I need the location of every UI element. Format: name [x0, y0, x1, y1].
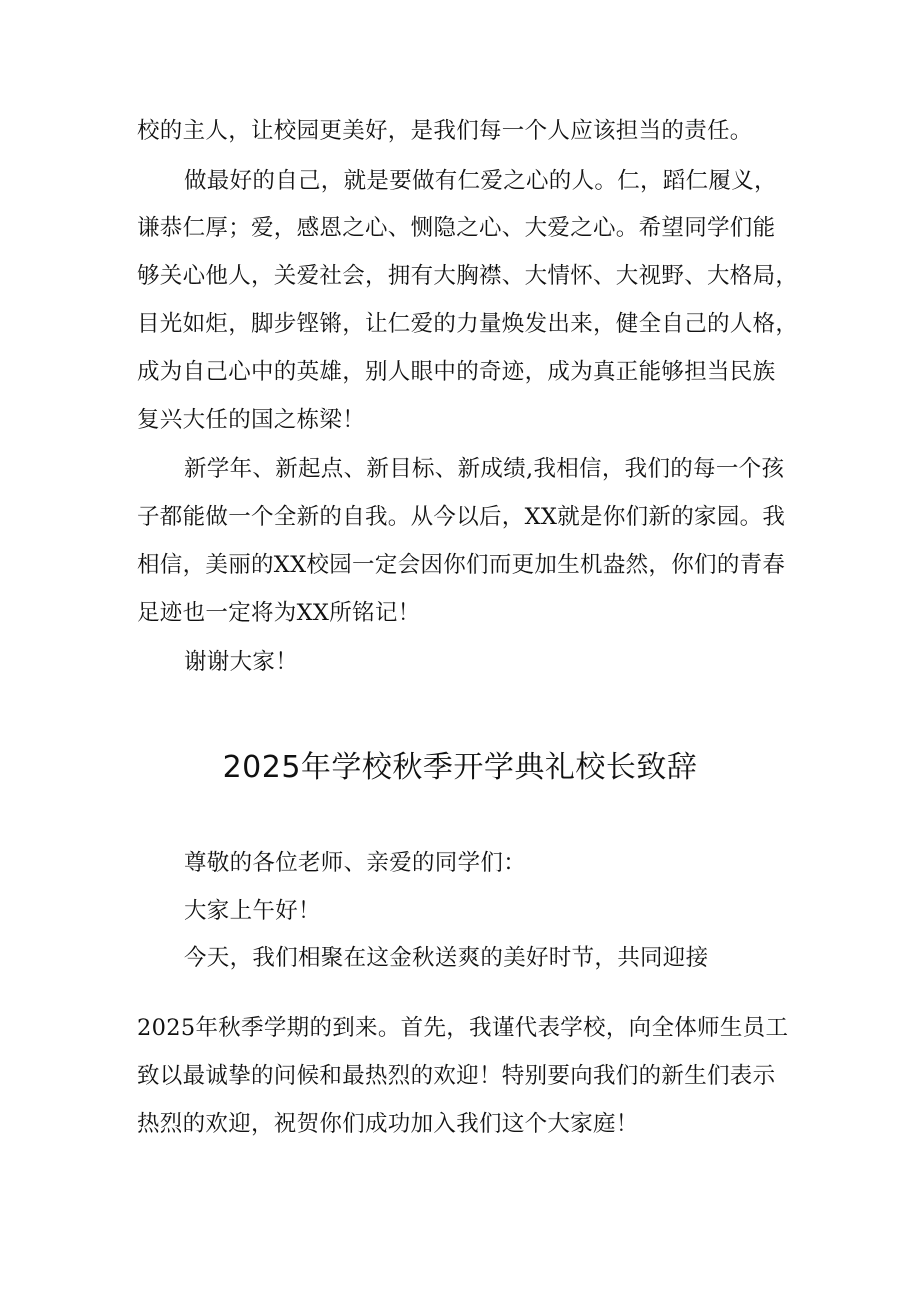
paragraph-love-line-6: 复兴大任的国之栋梁！	[137, 407, 366, 433]
opening-line-2: 2025年秋季学期的到来。首先，我谨代表学校，向全体师生员工	[137, 1015, 789, 1041]
opening-line-1: 今天，我们相聚在这金秋送爽的美好时节，共同迎接	[184, 945, 709, 971]
paragraph-love-line-2: 谦恭仁厚；爱，感恩之心、恻隐之心、大爱之心。希望同学们能	[137, 215, 776, 241]
paragraph-new-line-2: 子都能做一个全新的自我。从今以后，XX就是你们新的家园。我	[137, 504, 786, 530]
document-title: 2025年学校秋季开学典礼校长致辞	[222, 750, 698, 785]
salutation-line: 尊敬的各位老师、亲爱的同学们：	[184, 850, 527, 876]
paragraph-continuation: 校的主人，让校园更美好，是我们每一个人应该担当的责任。	[137, 118, 753, 144]
paragraph-love-line-1: 做最好的自己，就是要做有仁爱之心的人。仁，蹈仁履义，	[184, 168, 777, 194]
opening-line-4: 热烈的欢迎，祝贺你们成功加入我们这个大家庭！	[137, 1111, 639, 1137]
greeting-line: 大家上午好！	[184, 898, 321, 924]
paragraph-new-line-4: 足迹也一定将为XX所铭记！	[137, 600, 421, 626]
thanks-line: 谢谢大家！	[184, 649, 299, 675]
paragraph-love-line-3: 够关心他人，关爱社会，拥有大胸襟、大情怀、大视野、大格局，	[137, 263, 799, 289]
paragraph-love-line-5: 成为自己心中的英雄，别人眼中的奇迹，成为真正能够担当民族	[137, 359, 776, 385]
opening-line-3: 致以最诚挚的问候和最热烈的欢迎！特别要向我们的新生们表示	[137, 1063, 776, 1089]
paragraph-new-line-3: 相信，美丽的XX校园一定会因你们而更加生机盎然，你们的青春	[137, 552, 786, 578]
paragraph-love-line-4: 目光如炬，脚步铿锵，让仁爱的力量焕发出来，健全自己的人格，	[137, 311, 799, 337]
paragraph-new-line-1: 新学年、新起点、新目标、新成绩,我相信，我们的每一个孩	[184, 456, 785, 482]
